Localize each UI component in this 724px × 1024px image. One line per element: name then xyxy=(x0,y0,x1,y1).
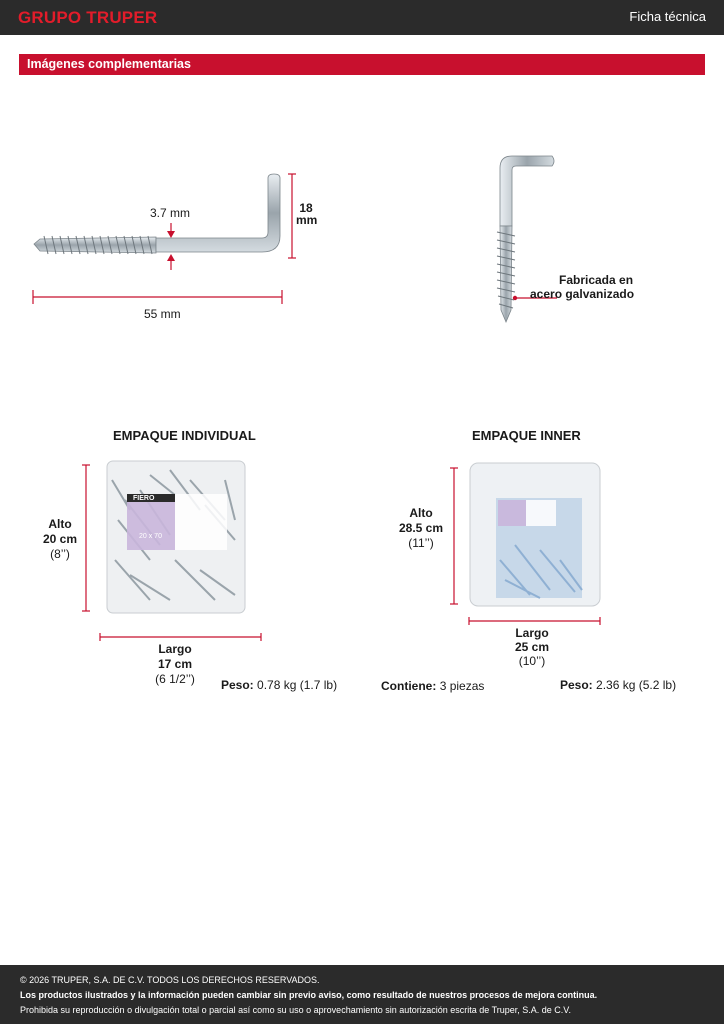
inner-alto-label: Alto xyxy=(409,506,433,520)
inner-contents-label: Contiene: xyxy=(381,679,437,693)
footer-notice: Los productos ilustrados y la información pueden cambiar sin previo aviso, como resultado de nuestros procesos de mejora continua. xyxy=(20,990,598,1000)
footer xyxy=(0,965,724,1024)
package-size-tag: 20 x 70 xyxy=(139,533,162,540)
inner-contents xyxy=(381,679,484,693)
inner-weight-value: 2.36 kg (5.2 lb) xyxy=(596,678,677,692)
individual-alto-inches: (8’’) xyxy=(50,547,70,561)
individual-largo-label: Largo xyxy=(158,642,192,656)
material-label-line1: Fabricada en xyxy=(559,273,634,287)
package-brand-logo: FIERO xyxy=(133,495,155,502)
inner-weight-label: Peso: xyxy=(560,678,593,692)
inner-contents-value: 3 piezas xyxy=(439,679,485,693)
height-label-unit: mm xyxy=(296,213,318,227)
individual-largo-value: 17 cm xyxy=(157,657,193,671)
inner-weight xyxy=(560,678,676,692)
length-label: 55 mm xyxy=(144,307,181,321)
inner-alto-inches: (11’’) xyxy=(408,536,434,550)
individual-alto-label: Alto xyxy=(48,517,72,531)
footer-prohibition: Prohibida su reproducción o divulgación total o parcial así como su uso o aprovechamiento sin autorización escrita de Truper, S.A. de C.V. xyxy=(20,1005,571,1015)
individual-package-title: EMPAQUE INDIVIDUAL xyxy=(113,428,256,443)
inner-alto-value: 28.5 cm xyxy=(398,521,444,535)
individual-weight-label: Peso: xyxy=(221,678,254,692)
brand-logo: GRUPO TRUPER xyxy=(18,8,158,27)
individual-largo-inches: (6 1/2’’) xyxy=(155,672,195,686)
section-title: Imágenes complementarias xyxy=(27,57,191,71)
sheet-title: Ficha técnica xyxy=(629,9,706,24)
footer-copyright: © 2026 TRUPER, S.A. DE C.V. TODOS LOS DERECHOS RESERVADOS. xyxy=(20,975,320,985)
inner-largo-label: Largo xyxy=(515,626,549,640)
inner-package-title: EMPAQUE INNER xyxy=(472,428,581,443)
inner-largo-value: 25 cm xyxy=(514,640,550,654)
material-label-line2: acero galvanizado xyxy=(530,287,635,301)
diameter-label: 3.7 mm xyxy=(150,206,191,220)
individual-alto-value: 20 cm xyxy=(42,532,78,546)
individual-weight-value: 0.78 kg (1.7 lb) xyxy=(257,678,338,692)
inner-largo-inches: (10’’) xyxy=(518,654,546,668)
height-label-number: 18 xyxy=(299,201,313,215)
